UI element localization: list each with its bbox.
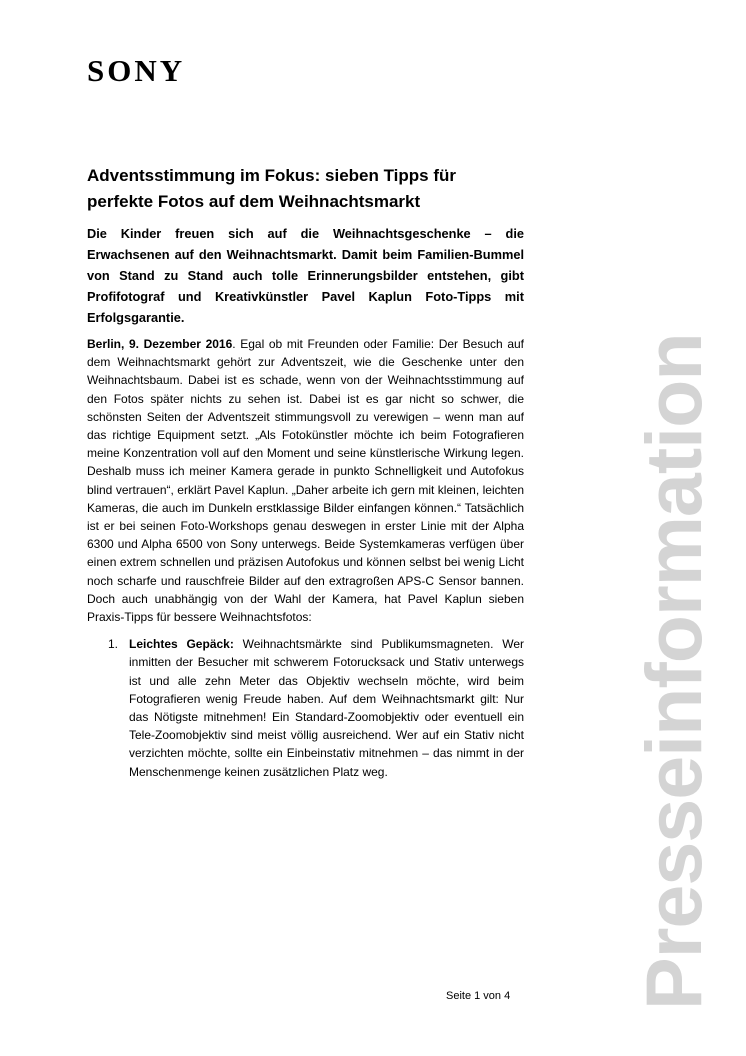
tip-heading: Leichtes Gepäck: — [129, 637, 234, 652]
sony-logo: SONY — [87, 53, 186, 88]
dateline: Berlin, 9. Dezember 2016 — [87, 337, 233, 351]
page-number: Seite 1 von 4 — [446, 990, 511, 1002]
tips-list — [87, 635, 524, 781]
article-body — [87, 335, 524, 626]
article — [87, 163, 524, 781]
article-lead: Die Kinder freuen sich auf die Weihnachtsgeschenke – die Erwachsenen auf den Weihnachtsmarkt. Damit beim Familien-Bummel von Stand zu Stand auch tolle Erinnerungsbilder entstehen, gibt Profifotograf und Kreativkünstler Pavel Kaplun Foto-Tipps mit Erfolgsgarantie. — [87, 226, 524, 325]
tip-body: Weihnachtsmärkte sind Publikumsmagneten. Wer inmitten der Besucher mit schwerem Fotorucksack und Stativ unterwegs ist und alle zehn Meter das Objektiv wechseln möchte, wird beim Fotografieren wenig Freude haben. Auf dem Weihnachtsmarkt gilt: Nur das Nötigste mitnehmen! Ein Standard-Zoomobjektiv oder eventuell ein Tele-Zoomobjektiv sind meist völlig ausreichend. Wer auf ein Stativ nicht verzichten möchte, sollte ein Einbeinstativ mitnehmen – das nimmt in der Menschenmenge keinen zusätzlichen Platz weg. — [129, 637, 525, 779]
tip-text — [129, 635, 524, 781]
list-item — [87, 635, 524, 781]
article-title: Adventsstimmung im Fokus: sieben Tipps für perfekte Fotos auf dem Weihnachtsmarkt — [87, 166, 457, 211]
tip-number: 1. — [108, 637, 119, 652]
body-text: . Egal ob mit Freunden oder Familie: Der Besuch auf dem Weihnachtsmarkt gehört zur Adventszeit, wie die Geschenke unter den Weihnachtsbaum. Dabei ist es schade, wenn von der Weihnachtsstimmung auf den Fotos später nichts zu sehen ist. Dabei ist es gar nicht so schwer, die schönsten Seiten der Adventszeit stimmungsvoll zu verewigen – wenn man auf das richtige Equipment setzt. „Als Fotokünstler möchte ich beim Fotografieren meine Konzentration voll auf den Moment und seine künstlerische Wirkung legen. Deshalb muss ich meiner Kamera gerade in punkto Schnelligkeit und Autofokus blind vertrauen“, erklärt Pavel Kaplun. „Daher arbeite ich gern mit kleinen, leichten Kameras, die auch im Dunkeln erstklassige Bilder einfangen können.“ Tatsächlich ist er bei seinen Foto-Workshops genau deswegen in erster Linie mit der Alpha 6300 und Alpha 6500 von Sony unterwegs. Beide Systemkameras verfügen über einen extrem schnellen und präzisen Autofokus und können selbst bei wenig Licht noch scharfe und rauschfreie Bilder auf den extragroßen APS-C Sensor bannen. Doch auch unabhängig von der Wahl der Kamera, hat Pavel Kaplun sieben Praxis-Tipps für bessere Weihnachtsfotos: — [87, 337, 525, 625]
presseinformation-label: Presseinformation — [629, 333, 718, 1010]
